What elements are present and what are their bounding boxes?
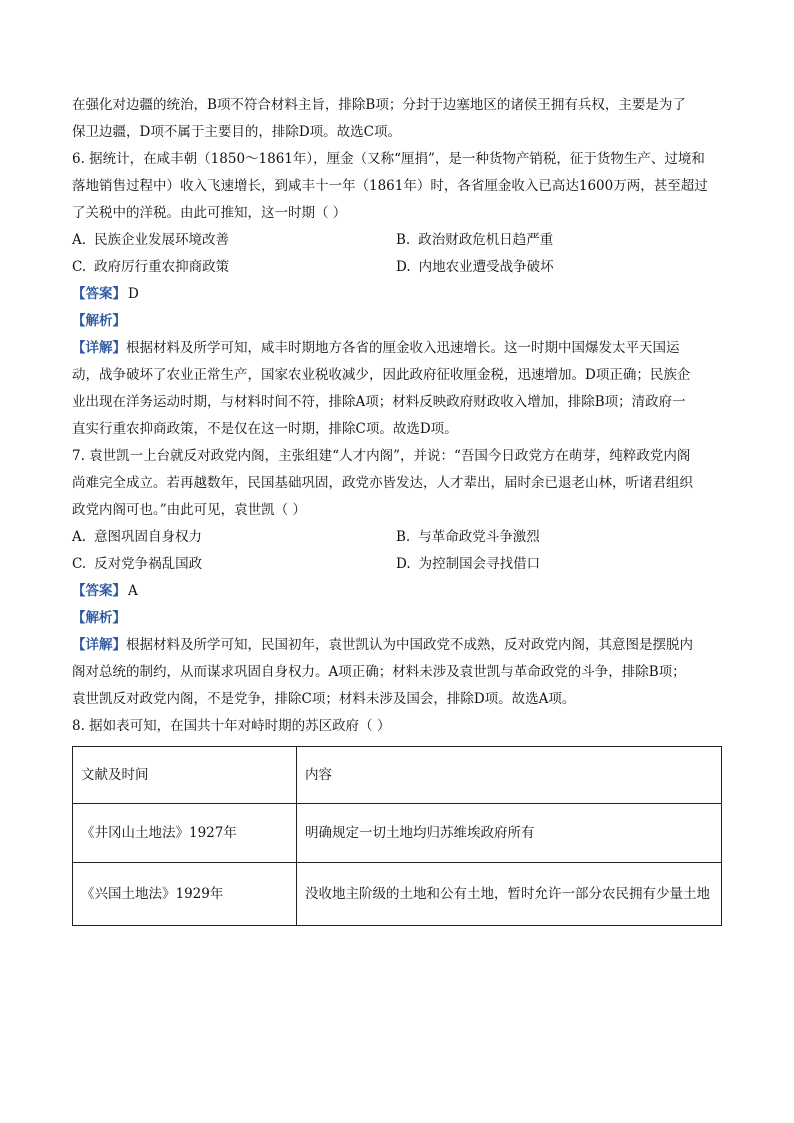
table-header-row [73, 747, 722, 804]
question-6-text: 了关税中的洋税。由此可推知，这一时期（ ） [72, 205, 347, 221]
option-c [72, 551, 202, 578]
detail-line: 业出现在洋务运动时期，与材料时间不符，排除A项；材料反映政府财政收入增加，排除B项；清政府一 [72, 394, 686, 410]
question-6-text: 6. 据统计，在咸丰朝（1850～1861年），厘金（又称“厘捐”，是一种货物产销税，征于货物生产、过境和 [72, 151, 705, 167]
option-d [396, 254, 554, 281]
text-line: 保卫边疆，D项不属于主要目的，排除D项。故选C项。 [72, 124, 401, 140]
answer-tag: 【答案】 [72, 286, 126, 302]
question-7-text: 政党内阁可也。”由此可见，袁世凯（ ） [72, 502, 306, 518]
question-6-options-row-1 [72, 227, 722, 254]
question-7-options-row-1 [72, 524, 722, 551]
table-cell-doc: 《井冈山土地法》1927年 [73, 804, 297, 863]
answer-line [72, 281, 722, 308]
question-8-text: 8. 据如表可知，在国共十年对峙时期的苏区政府（ ） [72, 718, 391, 734]
detail-tag: 【详解】 [72, 340, 126, 356]
analysis-tag: 【解析】 [72, 313, 126, 329]
table-cell-content: 没收地主阶级的土地和公有土地，暂时允许一部分农民拥有少量土地 [297, 863, 722, 926]
option-letter: A. [72, 232, 87, 248]
analysis-line [72, 308, 722, 335]
table-cell-doc: 《兴国土地法》1929年 [73, 863, 297, 926]
option-letter: D. [396, 556, 411, 572]
answer-tag: 【答案】 [72, 583, 126, 599]
question-7-text: 7. 袁世凯一上台就反对政党内阁，主张组建“人才内阁”，并说：“吾国今日政党方在萌芽，纯粹政党内阁 [72, 448, 691, 464]
option-text: 反对党争祸乱国政 [94, 556, 203, 572]
detail-tag: 【详解】 [72, 637, 126, 653]
detail-line: 阁对总统的制约，从而谋求巩固自身权力。A项正确；材料未涉及袁世凯与革命政党的斗争，排除B项； [72, 664, 686, 680]
question-7-text: 尚难完全成立。若再越数年，民国基础巩固，政党亦皆发达，人才辈出，届时余已退老山林，听诸君组织 [72, 475, 693, 491]
detail-line: 直实行重农抑商政策，不是仅在这一时期，排除C项。故选D项。 [72, 421, 458, 437]
source-table [72, 746, 722, 926]
table-row [73, 863, 722, 926]
option-letter: C. [72, 556, 87, 572]
option-letter: B. [396, 529, 411, 545]
detail-text: 根据材料及所学可知，民国初年，袁世凯认为中国政党不成熟，反对政党内阁，其意图是摆脱内 [126, 637, 693, 653]
option-text: 政治财政危机日趋严重 [418, 232, 554, 248]
analysis-tag: 【解析】 [72, 610, 126, 626]
detail-line: 动，战争破坏了农业正常生产，国家农业税收减少，因此政府征收厘金税，迅速增加。D项正确；民族企 [72, 367, 691, 383]
option-b [396, 524, 540, 551]
detail-line: 袁世凯反对政党内阁，不是党争，排除C项；材料未涉及国会，排除D项。故选A项。 [72, 691, 576, 707]
option-text: 意图巩固自身权力 [94, 529, 203, 545]
option-letter: D. [396, 259, 411, 275]
table-header-cell: 文献及时间 [73, 747, 297, 804]
table-row [73, 804, 722, 863]
question-6-text: 落地销售过程中）收入飞速增长，到咸丰十一年（1861年）时，各省厘金收入已高达1600万两，甚至超过 [72, 178, 708, 194]
detail-line [72, 632, 722, 659]
table-cell-content: 明确规定一切土地均归苏维埃政府所有 [297, 804, 722, 863]
option-letter: B. [396, 232, 411, 248]
question-6-options-row-2 [72, 254, 722, 281]
detail-text: 根据材料及所学可知，咸丰时期地方各省的厘金收入迅速增长。这一时期中国爆发太平天国运 [126, 340, 680, 356]
option-c [72, 254, 229, 281]
detail-line [72, 335, 722, 362]
option-b [396, 227, 553, 254]
option-d [396, 551, 540, 578]
option-a [72, 524, 202, 551]
question-7-options-row-2 [72, 551, 722, 578]
table-header-cell: 内容 [297, 747, 722, 804]
analysis-line [72, 605, 722, 632]
option-letter: C. [72, 259, 87, 275]
option-text: 与革命政党斗争激烈 [418, 529, 540, 545]
document-page [72, 92, 722, 926]
option-text: 政府厉行重农抑商政策 [94, 259, 230, 275]
option-text: 为控制国会寻找借口 [418, 556, 541, 572]
answer-value: A [128, 583, 138, 599]
option-a [72, 227, 229, 254]
answer-line [72, 578, 722, 605]
option-text: 民族企业发展环境改善 [94, 232, 230, 248]
answer-value: D [128, 286, 139, 302]
option-text: 内地农业遭受战争破坏 [418, 259, 554, 275]
text-line: 在强化对边疆的统治，B项不符合材料主旨，排除B项；分封于边塞地区的诸侯王拥有兵权，主要是为了 [72, 97, 686, 113]
option-letter: A. [72, 529, 87, 545]
